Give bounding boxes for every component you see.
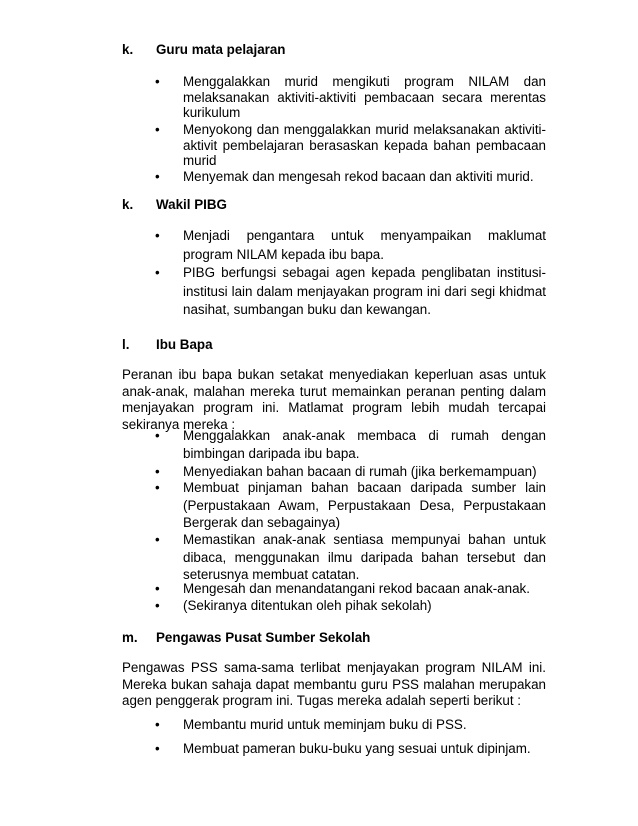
section-letter: l. xyxy=(122,337,130,352)
list-item: • Menjadi pengantara untuk menyampaikan maklumat program NILAM kepada ibu bapa. xyxy=(183,227,546,264)
section-intro: Peranan ibu bapa bukan setakat menyediakan keperluan asas untuk anak-anak, malahan mereka turut memainkan peranan penting dalam menjayakan program ini. Matlamat program lebih mudah tercapai sekiranya mereka : xyxy=(122,367,546,432)
list-item: • Membuat pinjaman bahan bacaan daripada sumber lain (Perpustakaan Awam, Perpustakaan Desa, Perpustakaan Bergerak dan sebagainya) xyxy=(183,479,546,532)
section-title: Pengawas Pusat Sumber Sekolah xyxy=(156,630,371,645)
section-heading-guru xyxy=(122,42,286,57)
section-heading-pibg xyxy=(122,197,227,212)
list-item: • Menggalakkan anak-anak membaca di rumah dengan bimbingan daripada ibu bapa. xyxy=(183,427,546,462)
list-item: • Memastikan anak-anak sentiasa mempunyai bahan untuk dibaca, menggunakan ilmu daripada bahan tersebut dan seterusnya membuat catatan. xyxy=(183,531,546,584)
list-item: • Menyediakan bahan bacaan di rumah (jika berkemampuan) xyxy=(183,463,546,481)
section-intro: Pengawas PSS sama-sama terlibat menjayakan program NILAM ini. Mereka bukan sahaja dapat membantu guru PSS malahan merupakan agen penggerak program ini. Tugas mereka adalah seperti berikut : xyxy=(122,660,546,709)
section-title: Wakil PIBG xyxy=(156,197,227,212)
section-letter: k. xyxy=(122,197,134,212)
list-item: • Membuat pameran buku-buku yang sesuai untuk dipinjam. xyxy=(183,740,546,758)
list-item: • (Sekiranya ditentukan oleh pihak sekolah) xyxy=(183,597,546,615)
list-item: • PIBG berfungsi sebagai agen kepada penglibatan institusi-institusi lain dalam menjayakan program ini dari segi khidmat nasihat, sumbangan buku dan kewangan. xyxy=(183,264,546,320)
section-heading-ibu-bapa xyxy=(122,337,213,352)
section-heading-pengawas-pss xyxy=(122,630,370,645)
section-letter: m. xyxy=(122,630,138,645)
list-item: • Menggalakkan murid mengikuti program NILAM dan melaksanakan aktiviti-aktiviti pembacaan secara merentas kurikulum xyxy=(183,74,546,121)
section-letter: k. xyxy=(122,42,134,57)
list-item: • Menyokong dan menggalakkan murid melaksanakan aktiviti-aktivit pembelajaran berasaskan kepada bahan pembacaan murid xyxy=(183,122,546,169)
section-title: Guru mata pelajaran xyxy=(156,42,286,57)
list-item: • Membantu murid untuk meminjam buku di PSS. xyxy=(183,716,546,734)
section-title: Ibu Bapa xyxy=(156,337,213,352)
list-item: • Mengesah dan menandatangani rekod bacaan anak-anak. xyxy=(183,580,546,598)
list-item: • Menyemak dan mengesah rekod bacaan dan aktiviti murid. xyxy=(183,169,546,185)
